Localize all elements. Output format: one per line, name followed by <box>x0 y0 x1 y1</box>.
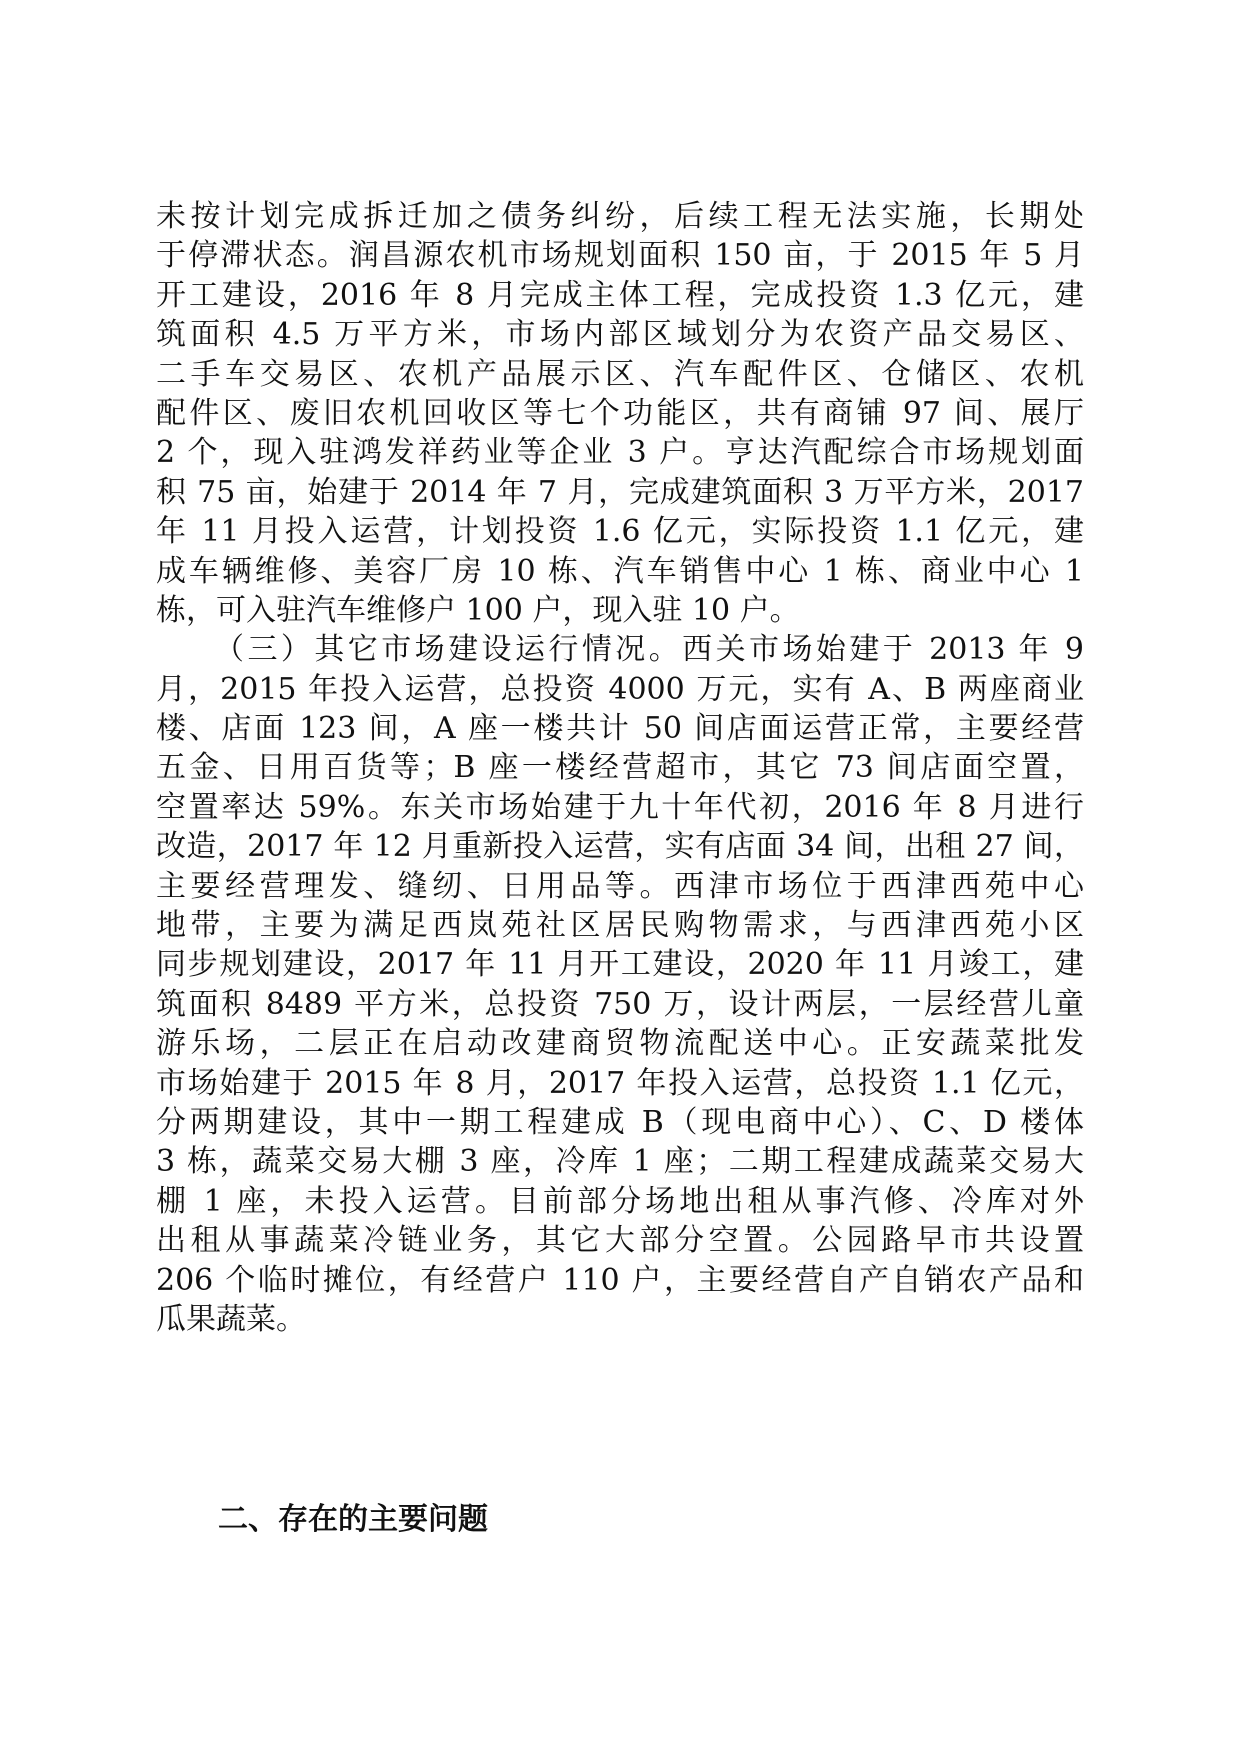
text-line: 开工建设，2016 年 8 月完成主体工程，完成投资 1.3 亿元，建 <box>156 277 1084 313</box>
text-line: 筑面积 8489 平方米，总投资 750 万，设计两层，一层经营儿童 <box>156 986 1084 1022</box>
text-line: 月，2015 年投入运营，总投资 4000 万元，实有 A、B 两座商业 <box>156 671 1084 707</box>
text-line: 2 个，现入驻鸿发祥药业等企业 3 户。亨达汽配综合市场规划面 <box>156 435 1084 471</box>
text-line: 成车辆维修、美容厂房 10 栋、汽车销售中心 1 栋、商业中心 1 <box>156 553 1084 589</box>
text-line: 市场始建于 2015 年 8 月，2017 年投入运营，总投资 1.1 亿元， <box>156 1065 1084 1101</box>
text-line: 五金、日用百货等；B 座一楼经营超市，其它 73 间店面空置， <box>156 750 1084 786</box>
text-line: 楼、店面 123 间，A 座一楼共计 50 间店面运营正常，主要经营 <box>156 711 1084 747</box>
text-line: 空置率达 59%。东关市场始建于九十年代初，2016 年 8 月进行 <box>156 789 1084 825</box>
text-line: 瓜果蔬菜。 <box>156 1301 306 1337</box>
text-line: 年 11 月投入运营，计划投资 1.6 亿元，实际投资 1.1 亿元，建 <box>156 514 1084 550</box>
text-line: 主要经营理发、缝纫、日用品等。西津市场位于西津西苑中心 <box>156 868 1084 904</box>
text-line: 206 个临时摊位，有经营户 110 户，主要经营自产自销农产品和 <box>156 1262 1084 1298</box>
text-line: 出租从事蔬菜冷链业务，其它大部分空置。公园路早市共设置 <box>156 1223 1084 1259</box>
text-line: （三）其它市场建设运行情况。西关市场始建于 2013 年 9 <box>214 632 1084 668</box>
text-line: 筑面积 4.5 万平方米，市场内部区域划分为农资产品交易区、 <box>156 317 1084 353</box>
text-line: 改造，2017 年 12 月重新投入运营，实有店面 34 间，出租 27 间， <box>156 829 1084 865</box>
document-body <box>156 197 1084 1339</box>
text-line: 3 栋，蔬菜交易大棚 3 座，冷库 1 座；二期工程建成蔬菜交易大 <box>156 1144 1084 1180</box>
text-line: 棚 1 座，未投入运营。目前部分场地出租从事汽修、冷库对外 <box>156 1183 1084 1219</box>
text-line: 未按计划完成拆迁加之债务纠纷，后续工程无法实施，长期处 <box>156 199 1084 234</box>
text-line: 分两期建设，其中一期工程建成 B（现电商中心）、C、D 楼体 <box>156 1104 1084 1140</box>
text-line: 地带，主要为满足西岚苑社区居民购物需求，与西津西苑小区 <box>156 908 1084 944</box>
text-line: 二手车交易区、农机产品展示区、汽车配件区、仓储区、农机 <box>156 356 1084 392</box>
text-line: 配件区、废旧农机回收区等七个功能区，共有商铺 97 间、展厅 <box>156 395 1084 431</box>
section-heading: 二、存在的主要问题 <box>218 1502 488 1537</box>
text-line: 同步规划建设，2017 年 11 月开工建设，2020 年 11 月竣工，建 <box>156 947 1084 983</box>
text-line: 栋，可入驻汽车维修户 100 户，现入驻 10 户。 <box>156 592 800 628</box>
text-line: 于停滞状态。润昌源农机市场规划面积 150 亩，于 2015 年 5 月 <box>156 238 1084 274</box>
text-line: 游乐场，二层正在启动改建商贸物流配送中心。正安蔬菜批发 <box>156 1026 1084 1062</box>
text-line: 积 75 亩，始建于 2014 年 7 月，完成建筑面积 3 万平方米，2017 <box>156 474 1084 510</box>
